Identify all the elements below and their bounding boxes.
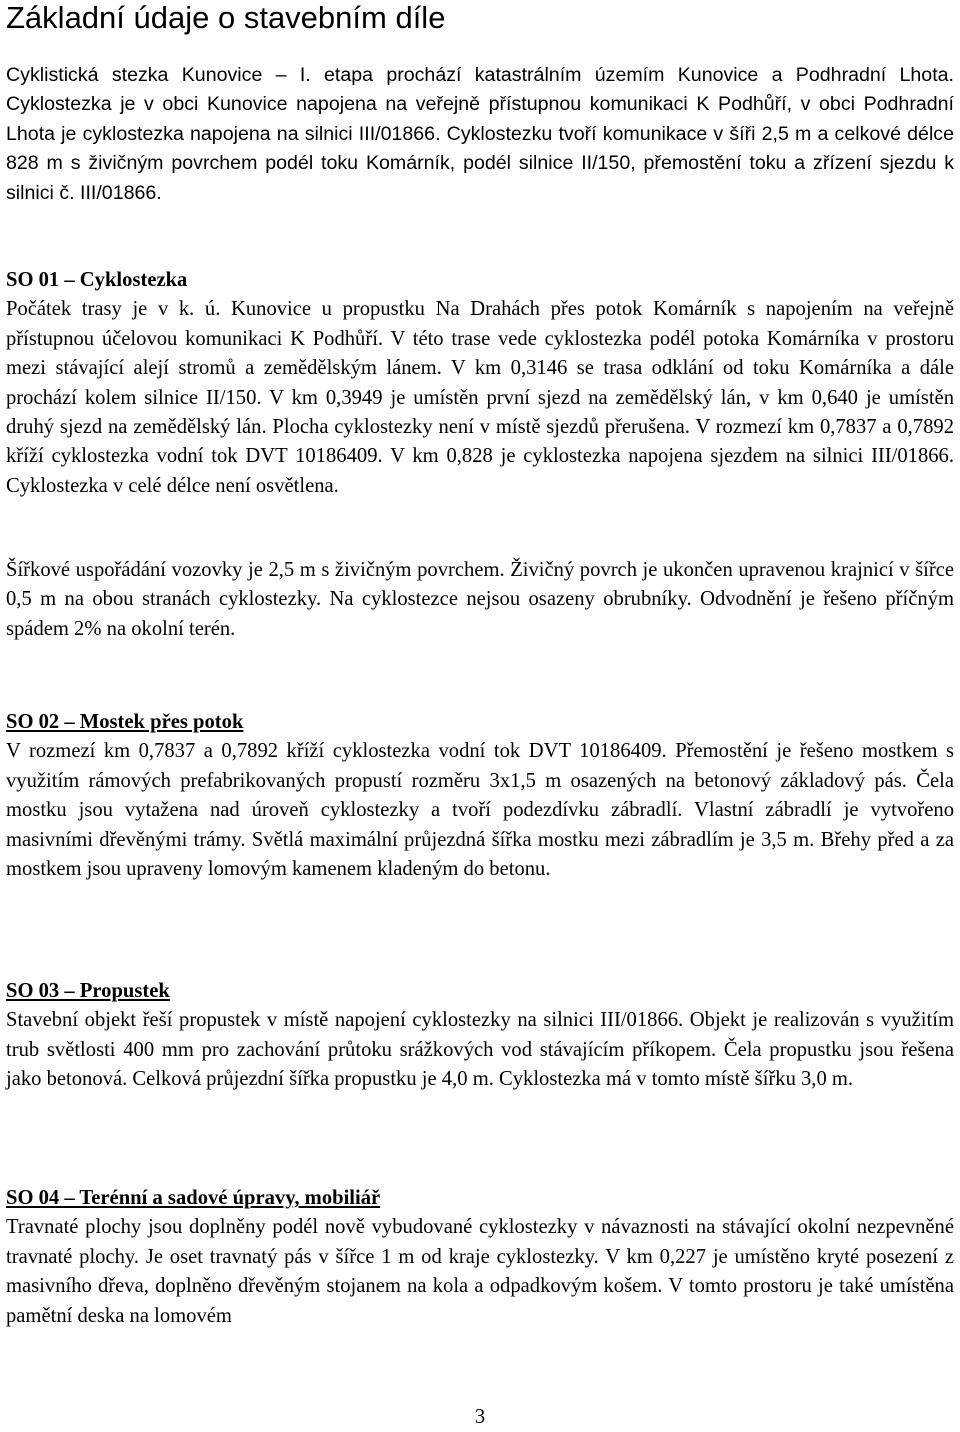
page-title: Základní údaje o stavebním díle — [6, 0, 446, 35]
so02-heading: SO 02 – Mostek přes potok — [6, 711, 244, 733]
so04-paragraph: Travnaté plochy jsou doplněny podél nově vybudované cyklostezky v návaznosti na stávající okolní nezpevněné travnaté plochy. Je oset travnatý pás v šířce 1 m od kraje cyklostezky. V km 0,227 je umístěno kryté posezení z masivního dřeva, doplněno dřevěným stojanem na kola a odpadkovým košem. V tomto prostoru je také umístěna pamětní deska na lomovém — [6, 1216, 954, 1327]
section-so04 — [6, 1184, 954, 1331]
section-so02 — [6, 708, 954, 884]
so01-heading: SO 01 – Cyklostezka — [6, 269, 188, 291]
intro-paragraph: Cyklistická stezka Kunovice – I. etapa prochází katastrálním územím Kunovice a Podhradní Lhota. Cyklostezka je v obci Kunovice napojena na veřejně přístupnou komunikaci K Podhůří, v obci Podhradní Lhota je cyklostezka napojena na silnici III/01866. Cyklostezku tvoří komunikace v šíři 2,5 m a celkové délce 828 m s živičným povrchem podél toku Komárník, podél silnice II/150, přemostění toku a zřízení sjezdu k silnici č. III/01866. — [6, 64, 954, 204]
page-number: 3 — [474, 1406, 486, 1428]
so03-paragraph: Stavební objekt řeší propustek v místě napojení cyklostezky na silnici III/01866. Objekt je realizován s využitím trub světlosti 400 mm pro zachování průtoku srážkových vod stávajícím příkopem. Čela propustku jsou řešena jako betonová. Celková průjezdní šířka propustku je 4,0 m. Cyklostezka má v tomto místě šířku 3,0 m. — [6, 1009, 954, 1091]
section-so03 — [6, 977, 954, 1095]
so01-paragraph-1: Počátek trasy je v k. ú. Kunovice u propustku Na Drahách přes potok Komárník s napojením na veřejně přístupnou účelovou komunikaci K Podhůří. V této trase vede cyklostezka podél potoka Komárníka v prostoru mezi stávající alejí stromů a zemědělským lánem. V km 0,3146 se trasa odklání od toku Komárníka a dále prochází kolem silnice II/150. V km 0,3949 je umístěn první sjezd na zemědělský lán, v km 0,640 je umístěn druhý sjezd na zemědělský lán. Plocha cyklostezky není v místě sjezdů přerušena. V rozmezí km 0,7837 a 0,7892 kříží cyklostezka vodní tok DVT 10186409. V km 0,828 je cyklostezka napojena sjezdem na silnici III/01866. Cyklostezka v celé délce není osvětlena. — [6, 298, 954, 497]
so04-heading: SO 04 – Terénní a sadové úpravy, mobiliář — [6, 1187, 381, 1209]
so02-paragraph: V rozmezí km 0,7837 a 0,7892 kříží cyklostezka vodní tok DVT 10186409. Přemostění je řešeno mostkem s využitím rámových prefabrikovaných propustí rozměru 3x1,5 m osazených na betonový základový pás. Čela mostku jsou vytažena nad úroveň cyklostezky a tvoří podezdívku zábradlí. Vlastní zábradlí je vytvořeno masivními dřevěnými trámy. Světlá maximální průjezdná šířka mostku mezi zábradlím je 3,5 m. Břehy před a za mostkem jsou upraveny lomovým kamenem kladeným do betonu. — [6, 740, 954, 881]
so03-heading: SO 03 – Propustek — [6, 980, 170, 1002]
so01-paragraph-2: Šířkové uspořádání vozovky je 2,5 m s živičným povrchem. Živičný povrch je ukončen upravenou krajnicí v šířce 0,5 m na obou stranách cyklostezky. Na cyklostezce nejsou osazeny obrubníky. Odvodnění je řešeno příčným spádem 2% na okolní terén. — [6, 559, 954, 640]
section-so01 — [6, 266, 954, 501]
